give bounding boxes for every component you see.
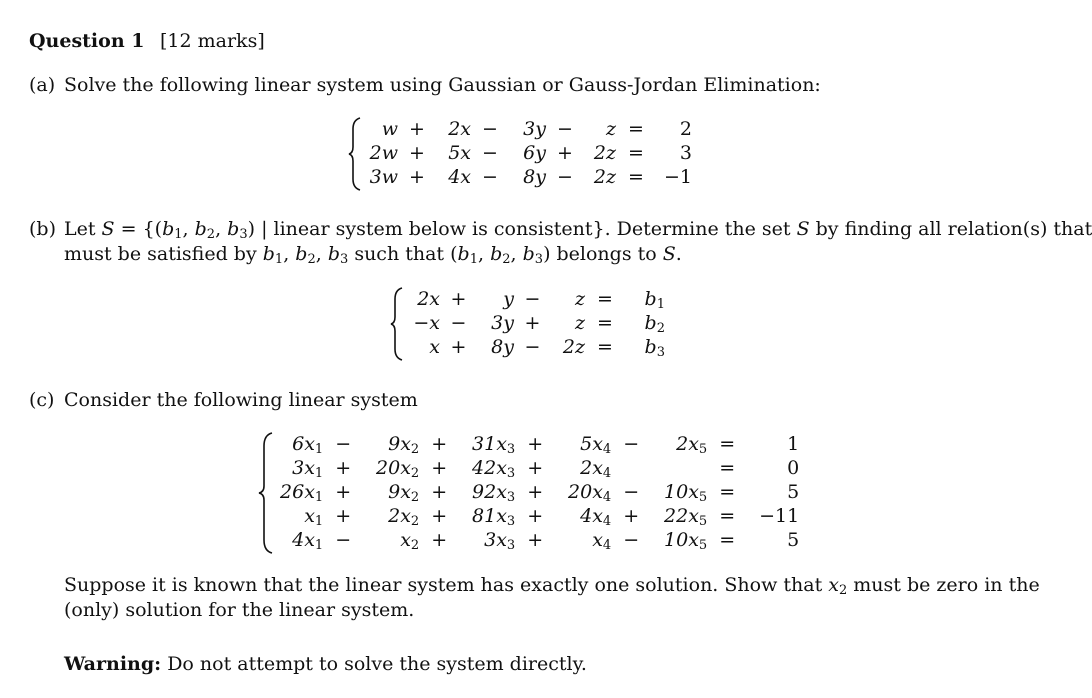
equation-row bbox=[368, 141, 692, 165]
equation-row bbox=[280, 456, 799, 480]
system-b bbox=[410, 287, 665, 359]
operator: − bbox=[482, 166, 498, 188]
part-c-text: Consider the following linear system bbox=[64, 389, 418, 411]
term: 2z bbox=[562, 336, 585, 358]
rhs-value: $b_3$ bbox=[644, 336, 665, 360]
operator: + bbox=[527, 505, 544, 527]
equals-sign: = bbox=[719, 433, 736, 455]
operator: + bbox=[623, 505, 640, 527]
operator: − bbox=[482, 142, 498, 164]
operator: + bbox=[431, 481, 448, 503]
operator: + bbox=[527, 529, 544, 551]
operator: + bbox=[527, 457, 544, 479]
equation-row bbox=[410, 311, 665, 335]
operator: + bbox=[431, 433, 448, 455]
question-title bbox=[29, 30, 144, 52]
term: $5x_4$ bbox=[580, 433, 612, 457]
operator: − bbox=[450, 312, 467, 334]
brace-a bbox=[348, 117, 362, 191]
term: $31x_3$ bbox=[472, 433, 516, 457]
equals-sign: = bbox=[719, 481, 736, 503]
operator: − bbox=[623, 481, 640, 503]
term: 3y bbox=[523, 118, 546, 140]
term: −x bbox=[413, 312, 440, 334]
operator: + bbox=[524, 312, 541, 334]
question-marks: [12 marks] bbox=[160, 30, 265, 52]
term: z bbox=[605, 118, 616, 140]
term: $4x_4$ bbox=[580, 505, 612, 529]
term: 2x bbox=[417, 288, 440, 310]
term: $10x_5$ bbox=[664, 529, 708, 553]
brace-b bbox=[390, 287, 404, 361]
term: $9x_2$ bbox=[388, 433, 420, 457]
rhs-value: 5 bbox=[787, 481, 800, 503]
term: $2x_5$ bbox=[676, 433, 708, 457]
equals-sign: = bbox=[628, 142, 644, 164]
equation-row bbox=[280, 504, 799, 528]
part-b-line1: Let $S = \{(b_1$, $b_2$, $b_3$) | linear system below is consistent}. Determine the set S by finding all relation(s) that bbox=[64, 218, 1092, 242]
term: 2z bbox=[593, 142, 616, 164]
equals-sign: = bbox=[719, 529, 736, 551]
operator: − bbox=[524, 288, 541, 310]
warning bbox=[64, 653, 587, 675]
term: 3w bbox=[369, 166, 398, 188]
term: $20x_4$ bbox=[568, 481, 612, 505]
rhs-value: $b_2$ bbox=[644, 312, 665, 336]
part-c-after-line2: (only) solution for the linear system. bbox=[64, 599, 415, 621]
system-c bbox=[280, 432, 799, 552]
brace-c bbox=[258, 432, 274, 554]
operator: − bbox=[557, 166, 573, 188]
operator: + bbox=[409, 118, 425, 140]
operator: + bbox=[527, 481, 544, 503]
term: $3x_1$ bbox=[292, 457, 324, 481]
term: w bbox=[381, 118, 398, 140]
operator: + bbox=[557, 142, 573, 164]
term: 8y bbox=[523, 166, 546, 188]
operator: − bbox=[623, 529, 640, 551]
part-a-text: Solve the following linear system using Gaussian or Gauss-Jordan Elimination: bbox=[64, 74, 821, 96]
term: y bbox=[503, 288, 514, 310]
operator: − bbox=[623, 433, 640, 455]
equals-sign: = bbox=[597, 312, 613, 334]
term: $22x_5$ bbox=[664, 505, 708, 529]
term: x bbox=[429, 336, 440, 358]
equation-row bbox=[280, 480, 799, 504]
operator: + bbox=[431, 529, 448, 551]
operator: + bbox=[450, 288, 467, 310]
term: $4x_1$ bbox=[292, 529, 324, 553]
equation-row bbox=[280, 528, 799, 552]
operator: − bbox=[335, 433, 352, 455]
term: z bbox=[574, 312, 585, 334]
question-number: Question 1 bbox=[29, 30, 145, 52]
equals-sign: = bbox=[597, 336, 613, 358]
operator bbox=[611, 456, 651, 480]
equation-row bbox=[280, 432, 799, 456]
term: $x_2$ bbox=[400, 529, 420, 553]
part-a-label: (a) bbox=[29, 74, 56, 96]
operator: − bbox=[482, 118, 498, 140]
part-b-line2: must be satisfied by $b_1$, $b_2$, $b_3$ such that ($b_1$, $b_2$, $b_3$) belongs to S. bbox=[64, 243, 682, 267]
term: $42x_3$ bbox=[472, 457, 516, 481]
operator: − bbox=[335, 529, 352, 551]
operator: + bbox=[450, 336, 467, 358]
operator: + bbox=[335, 457, 352, 479]
term: $6x_1$ bbox=[292, 433, 324, 457]
operator: − bbox=[557, 118, 573, 140]
equals-sign: = bbox=[628, 118, 644, 140]
rhs-value: $b_1$ bbox=[644, 288, 665, 312]
equation-row bbox=[410, 335, 665, 359]
term: 3y bbox=[491, 312, 514, 334]
term: 5x bbox=[448, 142, 471, 164]
rhs-value: 3 bbox=[679, 142, 692, 164]
term: $10x_5$ bbox=[664, 481, 708, 505]
term: $x_1$ bbox=[304, 505, 324, 529]
term: $92x_3$ bbox=[472, 481, 516, 505]
term: 2x bbox=[448, 118, 471, 140]
term: z bbox=[574, 288, 585, 310]
term: $81x_3$ bbox=[472, 505, 516, 529]
rhs-value: 2 bbox=[679, 118, 692, 140]
part-c-after-line1: Suppose it is known that the linear system has exactly one solution. Show that $x_2$ must be zero in the bbox=[64, 574, 1040, 598]
term: 2w bbox=[369, 142, 398, 164]
term: $2x_2$ bbox=[388, 505, 420, 529]
term: $2x_4$ bbox=[580, 457, 612, 481]
term bbox=[651, 456, 707, 480]
equation-row bbox=[368, 117, 692, 141]
term: 2z bbox=[593, 166, 616, 188]
rhs-value: 5 bbox=[787, 529, 800, 551]
rhs-value: −11 bbox=[759, 505, 800, 527]
equals-sign: = bbox=[597, 288, 613, 310]
equation-row bbox=[368, 165, 692, 189]
operator: + bbox=[527, 433, 544, 455]
operator: + bbox=[409, 142, 425, 164]
system-a bbox=[368, 117, 692, 189]
equation-row bbox=[410, 287, 665, 311]
warning-text: Do not attempt to solve the system directly. bbox=[167, 653, 587, 675]
term: $3x_3$ bbox=[484, 529, 516, 553]
operator: − bbox=[524, 336, 541, 358]
term: $9x_2$ bbox=[388, 481, 420, 505]
rhs-value: 1 bbox=[787, 433, 800, 455]
warning-label: Warning: bbox=[64, 653, 162, 675]
equals-sign: = bbox=[719, 505, 736, 527]
equals-sign: = bbox=[719, 457, 736, 479]
operator: + bbox=[335, 481, 352, 503]
operator: + bbox=[431, 457, 448, 479]
operator: + bbox=[431, 505, 448, 527]
term: $x_4$ bbox=[592, 529, 612, 553]
term: 8y bbox=[491, 336, 514, 358]
equals-sign: = bbox=[628, 166, 644, 188]
rhs-value: −1 bbox=[663, 166, 692, 188]
term: $20x_2$ bbox=[376, 457, 420, 481]
operator: + bbox=[335, 505, 352, 527]
term: 4x bbox=[448, 166, 471, 188]
term: 6y bbox=[523, 142, 546, 164]
part-c-label: (c) bbox=[29, 389, 55, 411]
rhs-value: 0 bbox=[787, 457, 800, 479]
term: $26x_1$ bbox=[280, 481, 324, 505]
operator: + bbox=[409, 166, 425, 188]
part-b-label: (b) bbox=[29, 218, 56, 240]
